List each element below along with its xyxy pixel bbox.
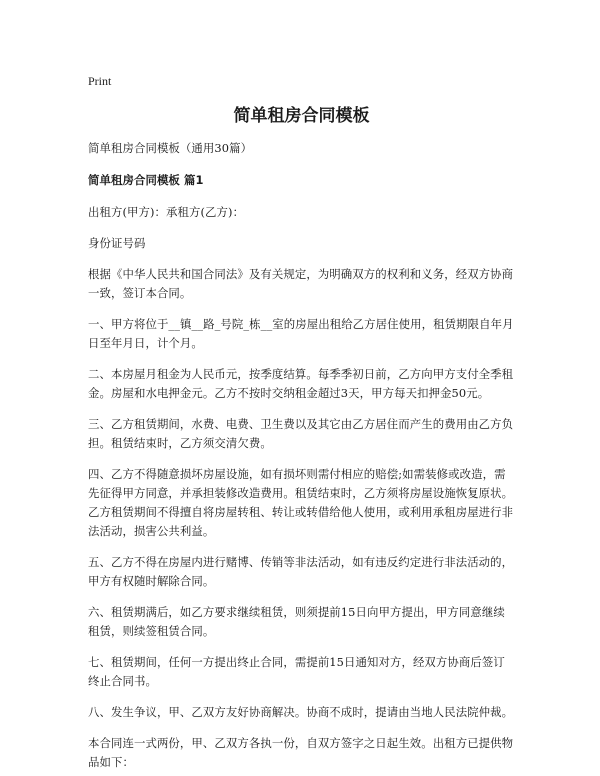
paragraph-parties: 出租方(甲方)：承租方(乙方)： <box>88 205 245 219</box>
paragraph-clause-8: 八、发生争议，甲、乙双方友好协商解决。协商不成时，提请由当地人民法院仲裁。 <box>88 705 514 719</box>
document-title: 简单租房合同模板 <box>233 106 370 126</box>
paragraph-clause-5: 五、乙方不得在房屋内进行赌博、传销等非法活动，如有违反约定进行非法活动的，甲方有权随时解除合同。 <box>88 555 514 588</box>
print-link[interactable]: Print <box>88 74 112 88</box>
paragraph-id-number: 身份证号码 <box>88 236 146 250</box>
paragraph-clause-1: 一、甲方将位于__镇__路_号院_栋__室的房屋出租给乙方居住使用，租赁期限自年月日至年月日，计个月。 <box>88 317 514 350</box>
document-subtitle: 简单租房合同模板（通用30篇） <box>88 141 253 155</box>
paragraph-clause-7: 七、租赁期间，任何一方提出终止合同，需提前15日通知对方，经双方协商后签订终止合同书。 <box>88 655 505 688</box>
paragraph-preamble: 根据《中华人民共和国合同法》及有关规定，为明确双方的权利和义务，经双方协商一致，签订本合同。 <box>88 267 514 300</box>
paragraph-clause-6: 六、租赁期满后，如乙方要求继续租赁，则须提前15日向甲方提出，甲方同意继续租赁，则续签租赁合同。 <box>88 605 505 638</box>
paragraph-closing: 本合同连一式两份，甲、乙双方各执一份，自双方签字之日起生效。出租方已提供物品如下： <box>88 736 514 769</box>
paragraph-clause-4: 四、乙方不得随意损坏房屋设施，如有损坏则需付相应的赔偿;如需装修或改造，需先征得甲方同意，并承担装修改造费用。租赁结束时，乙方须将房屋设施恢复原状。乙方租赁期间不得擅自将房屋转租、转让或转借给他人使用，或利用承租房屋进行非法活动，损害公共利益。 <box>88 467 514 538</box>
paragraph-clause-3: 三、乙方租赁期间，水费、电费、卫生费以及其它由乙方居住而产生的费用由乙方负担。租赁结束时，乙方须交清欠费。 <box>88 417 514 450</box>
section-heading: 简单租房合同模板 篇1 <box>88 173 204 187</box>
paragraph-clause-2: 二、本房屋月租金为人民币元，按季度结算。每季季初日前，乙方向甲方支付全季租金。房屋和水电押金元。乙方不按时交纳租金超过3天，甲方每天扣押金50元。 <box>88 367 514 400</box>
